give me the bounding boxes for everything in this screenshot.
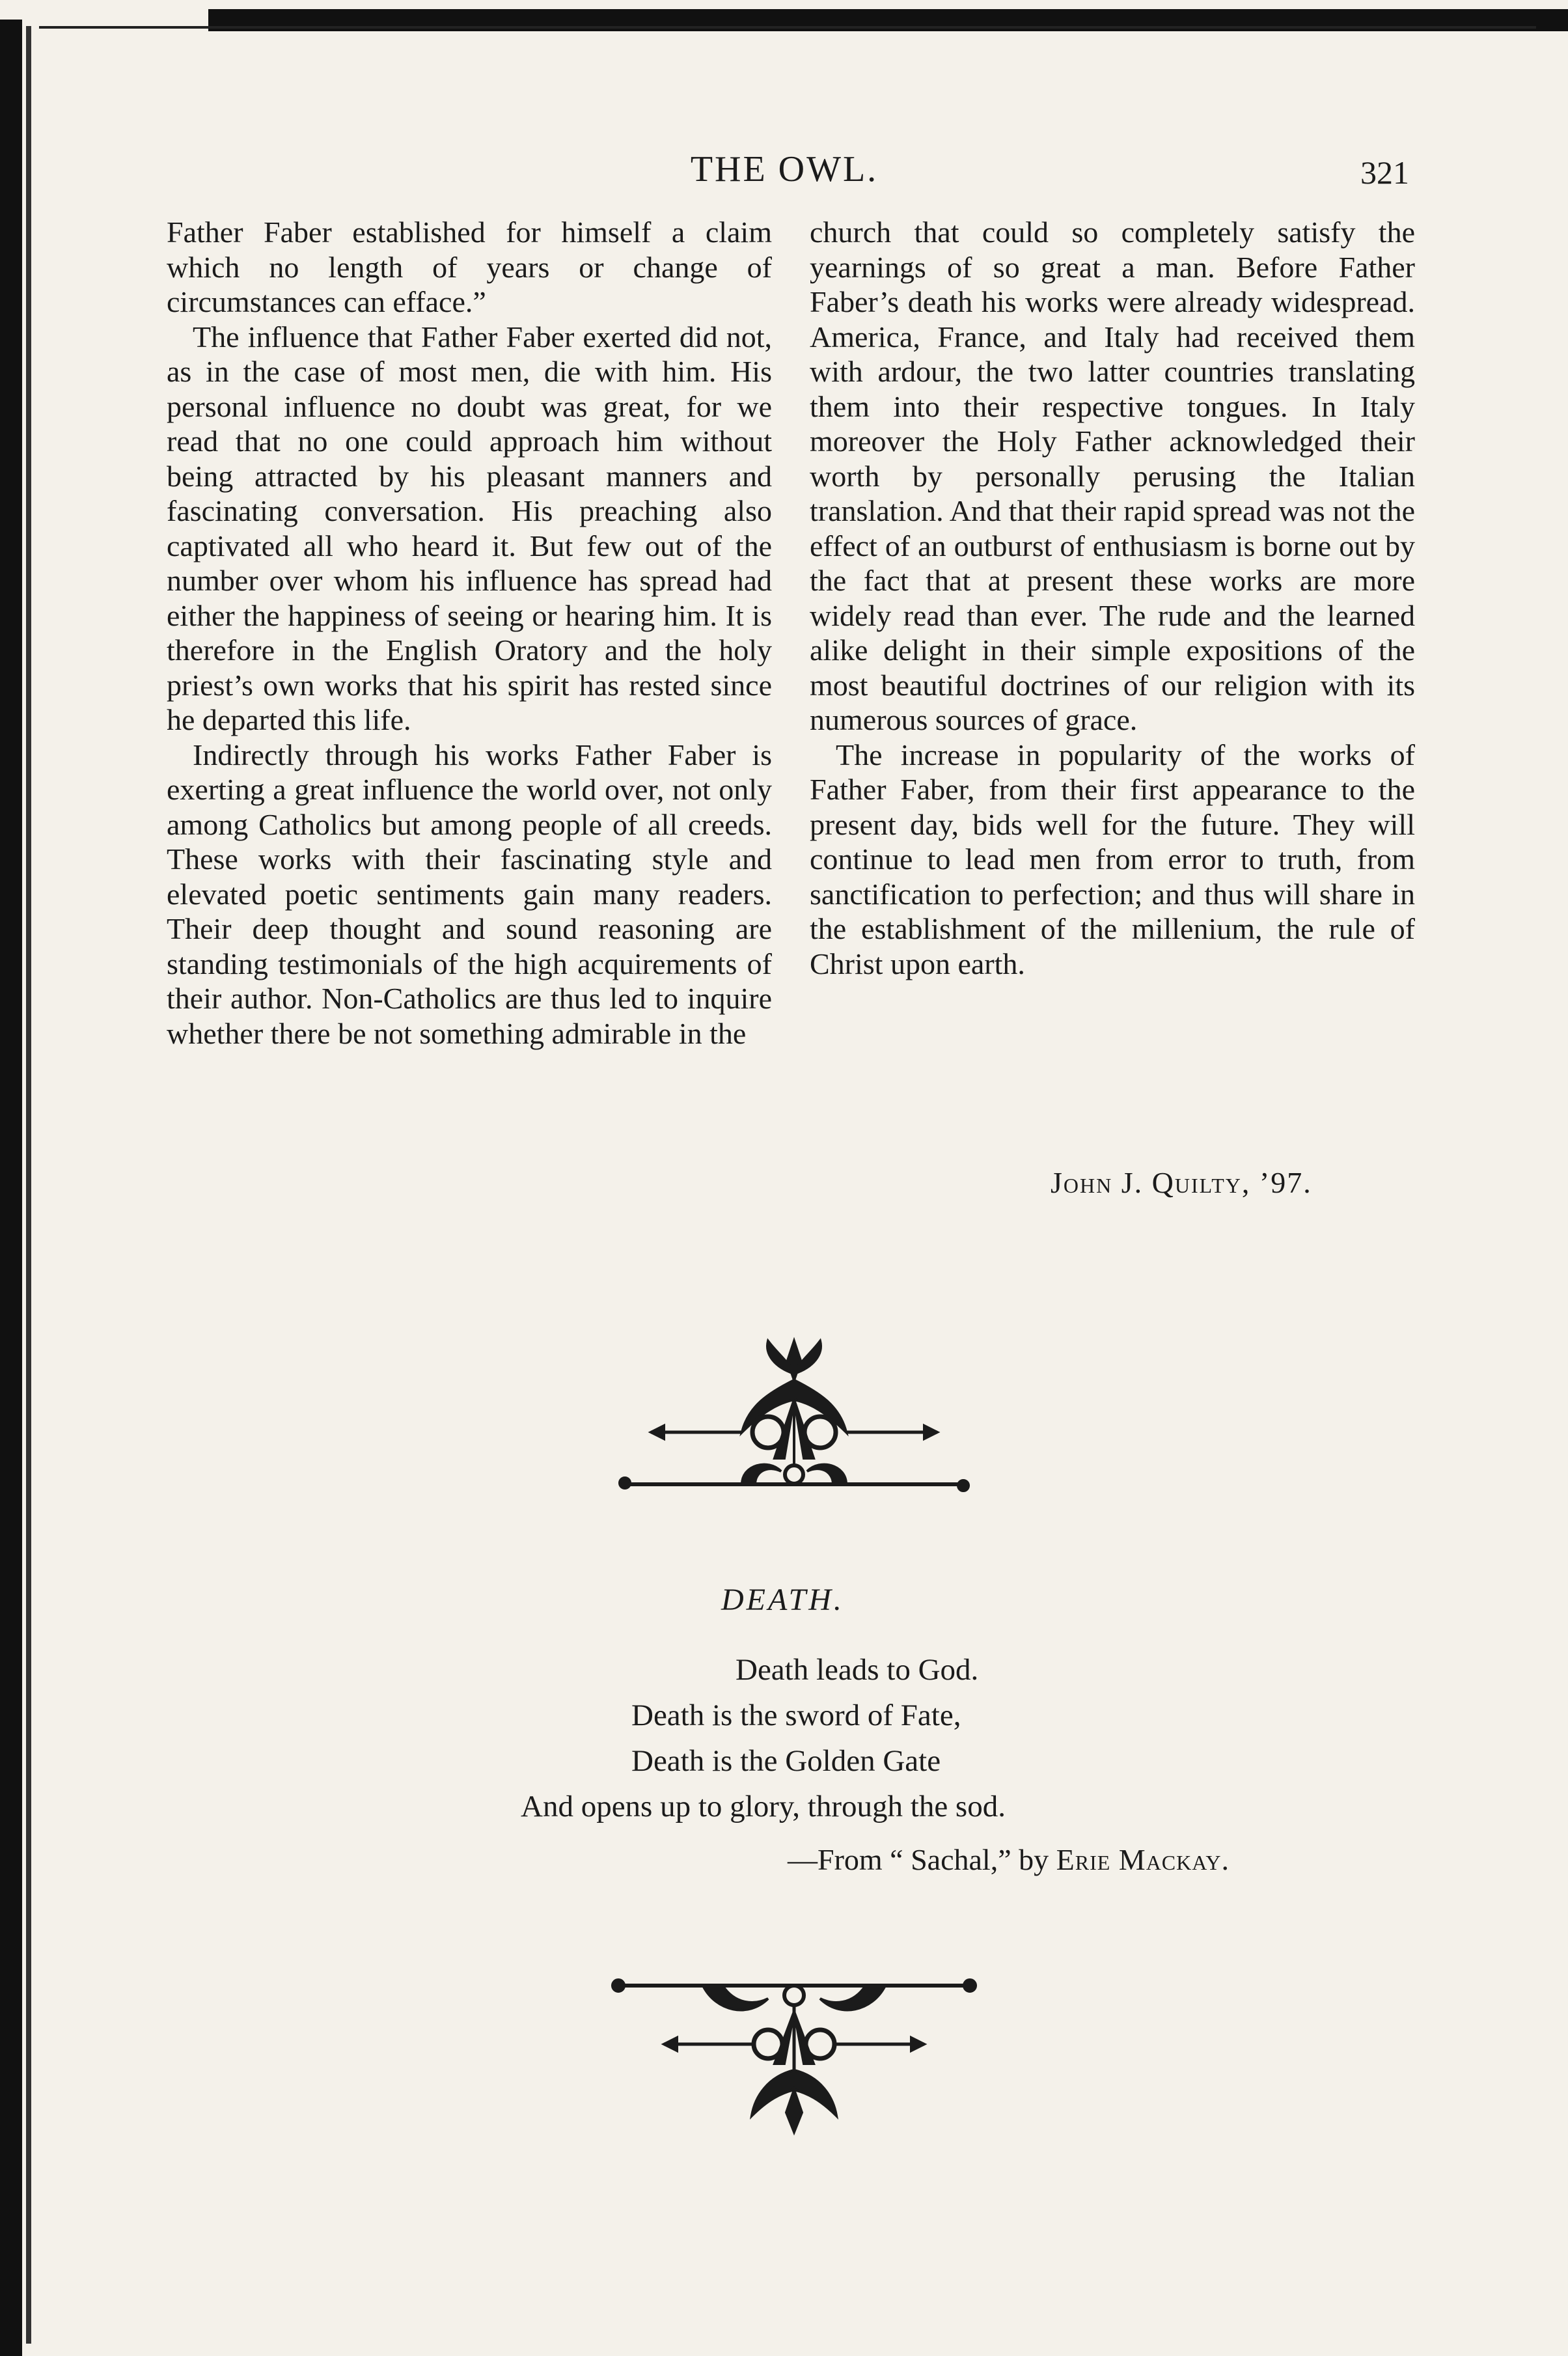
poem-line: Death is the Golden Gate — [631, 1744, 941, 1778]
fleuron-ornament-bottom — [605, 1960, 983, 2142]
poem-attribution — [788, 1842, 1230, 1877]
left-page-edge — [0, 20, 22, 2356]
fleuron-ornament-top — [612, 1335, 976, 1504]
right-column — [810, 215, 1415, 981]
poem-line: Death leads to God. — [736, 1653, 979, 1687]
paragraph: Indirectly through his works Father Faber is exerting a great influence the world over, not only among Catholics but among people of all creeds. These works with their fascinating style and elevated poetic sentiments gain many readers. Their deep thought and sound reasoning are standing testimonials of the high acquirements of their author. Non-Catholics are thus led to inquire whether there be not something admirable in the — [167, 738, 772, 1050]
poem-line: And opens up to glory, through the sod. — [521, 1790, 1006, 1823]
paragraph: The influence that Father Faber exerted did not, as in the case of most men, die with him. His personal influence no doubt was great, for we read that no one could approach him without being attracted by his pleasant manners and fascinating conversation. His preaching also captivated all who heard it. But few out of the number over whom his influence has spread had either the happiness of seeing or hearing him. It is therefore in the English Oratory and the holy priest’s own works that his spirit has rested since he departed this life. — [167, 320, 772, 736]
attribution-author: Erie Mackay. — [1056, 1843, 1230, 1876]
top-thin-rule — [39, 26, 1536, 29]
poem-title: DEATH. — [721, 1583, 844, 1617]
left-page-edge-inner — [26, 26, 31, 2344]
running-title: THE OWL. — [690, 149, 879, 189]
poem — [521, 1647, 1204, 1829]
poem-line: Death is the sword of Fate, — [631, 1698, 961, 1732]
left-column — [167, 215, 772, 1051]
author-signature: John J. Quilty, ’97. — [1051, 1166, 1312, 1199]
paragraph: The increase in popularity of the works of Father Faber, from their first appearance to the present day, bids well for the future. They will continue to lead men from error to truth, from sanctification to perfection; and thus will share in the establishment of the millenium, the rule of Christ upon earth. — [810, 738, 1415, 980]
paragraph: Father Faber established for himself a claim which no length of years or change of circumstances can efface.” — [167, 215, 772, 318]
attribution-prefix: —From “ Sachal,” by — [788, 1843, 1056, 1876]
paragraph: church that could so completely satisfy the yearnings of so great a man. Before Father Faber’s death his works were already widespread. America, France, and Italy had received them with ardour, the two latter countries translating them into their respective tongues. In Italy moreover the Holy Father acknowledged their worth by personally perusing the Italian translation. And that their rapid spread was not the effect of an outburst of enthusiasm is borne out by the fact that at present these works are more widely read than ever. The rude and the learned alike delight in their simple expositions of the most beautiful doctrines of our religion with its numerous sources of grace. — [810, 215, 1415, 736]
page-number: 321 — [1360, 154, 1409, 191]
